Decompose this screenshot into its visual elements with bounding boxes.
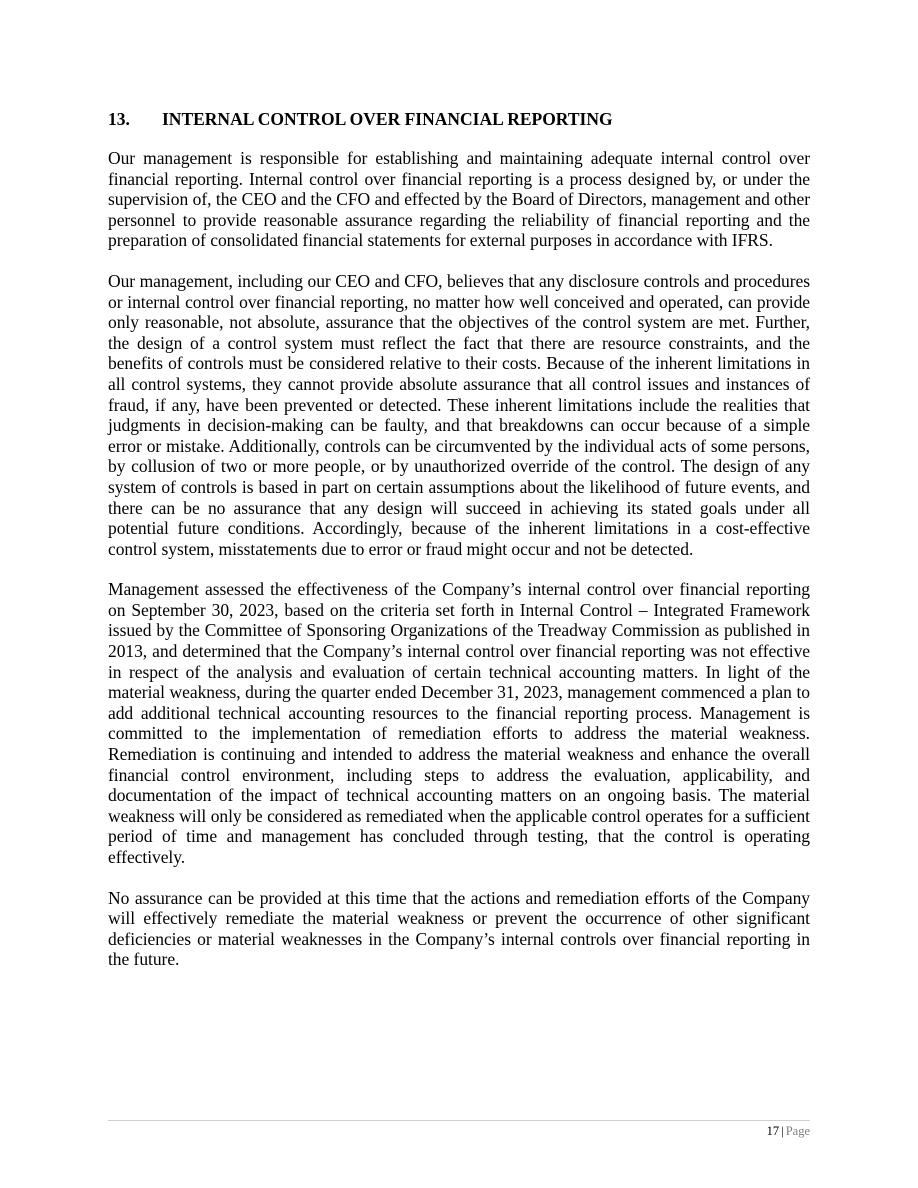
page-number: 17 bbox=[766, 1124, 780, 1138]
paragraph-management-responsibility: Our management is responsible for establishing and maintaining adequate internal control over financial reporting. Internal control over financial reporting is a process designed by, or under the supervision of, the CEO and the CFO and effected by the Board of Directors, management and other personnel to provide reasonable assurance regarding the reliability of financial reporting and the preparation of consolidated financial statements for external purposes in accordance with IFRS. bbox=[108, 148, 810, 251]
page-footer bbox=[108, 1123, 810, 1139]
page-content bbox=[108, 108, 810, 990]
paragraph-no-assurance: No assurance can be provided at this time that the actions and remediation efforts of the Company will effectively remediate the material weakness or prevent the occurrence of other significant deficiencies or material weaknesses in the Company’s internal controls over financial reporting in the future. bbox=[108, 887, 810, 970]
section-heading bbox=[108, 108, 810, 130]
footer-separator: | bbox=[781, 1124, 784, 1138]
section-title: INTERNAL CONTROL OVER FINANCIAL REPORTING bbox=[162, 109, 613, 129]
section-number: 13. bbox=[108, 109, 130, 129]
footer-divider bbox=[108, 1120, 810, 1121]
paragraph-effectiveness-assessment: Management assessed the effectiveness of the Company’s internal control over financial reporting on September 30, 2023, based on the criteria set forth in Internal Control – Integrated Framework issued by the Committee of Sponsoring Organizations of the Treadway Commission as published in 2013, and determined that the Company’s internal control over financial reporting was not effective in respect of the analysis and evaluation of certain technical accounting matters. In light of the material weakness, during the quarter ended December 31, 2023, management commenced a plan to add additional technical accounting resources to the financial reporting process. Management is committed to the implementation of remediation efforts to address the material weakness. Remediation is continuing and intended to address the material weakness and enhance the overall financial control environment, including steps to address the evaluation, applicability, and documentation of the impact of technical accounting matters on an ongoing basis. The material weakness will only be considered as remediated when the applicable control operates for a sufficient period of time and management has concluded through testing, that the control is operating effectively. bbox=[108, 579, 810, 867]
page-label: Page bbox=[785, 1124, 810, 1138]
paragraph-inherent-limitations: Our management, including our CEO and CFO, believes that any disclosure controls and procedures or internal control over financial reporting, no matter how well conceived and operated, can provide only reasonable, not absolute, assurance that the objectives of the control system are met. Further, the design of a control system must reflect the fact that there are resource constraints, and the benefits of controls must be considered relative to their costs. Because of the inherent limitations in all control systems, they cannot provide absolute assurance that all control issues and instances of fraud, if any, have been prevented or detected. These inherent limitations include the realities that judgments in decision-making can be faulty, and that breakdowns can occur because of a simple error or mistake. Additionally, controls can be circumvented by the individual acts of some persons, by collusion of two or more people, or by unauthorized override of the control. The design of any system of controls is based in part on certain assumptions about the likelihood of future events, and there can be no assurance that any design will succeed in achieving its stated goals under all potential future conditions. Accordingly, because of the inherent limitations in a cost-effective control system, misstatements due to error or fraud might occur and not be detected. bbox=[108, 270, 810, 559]
